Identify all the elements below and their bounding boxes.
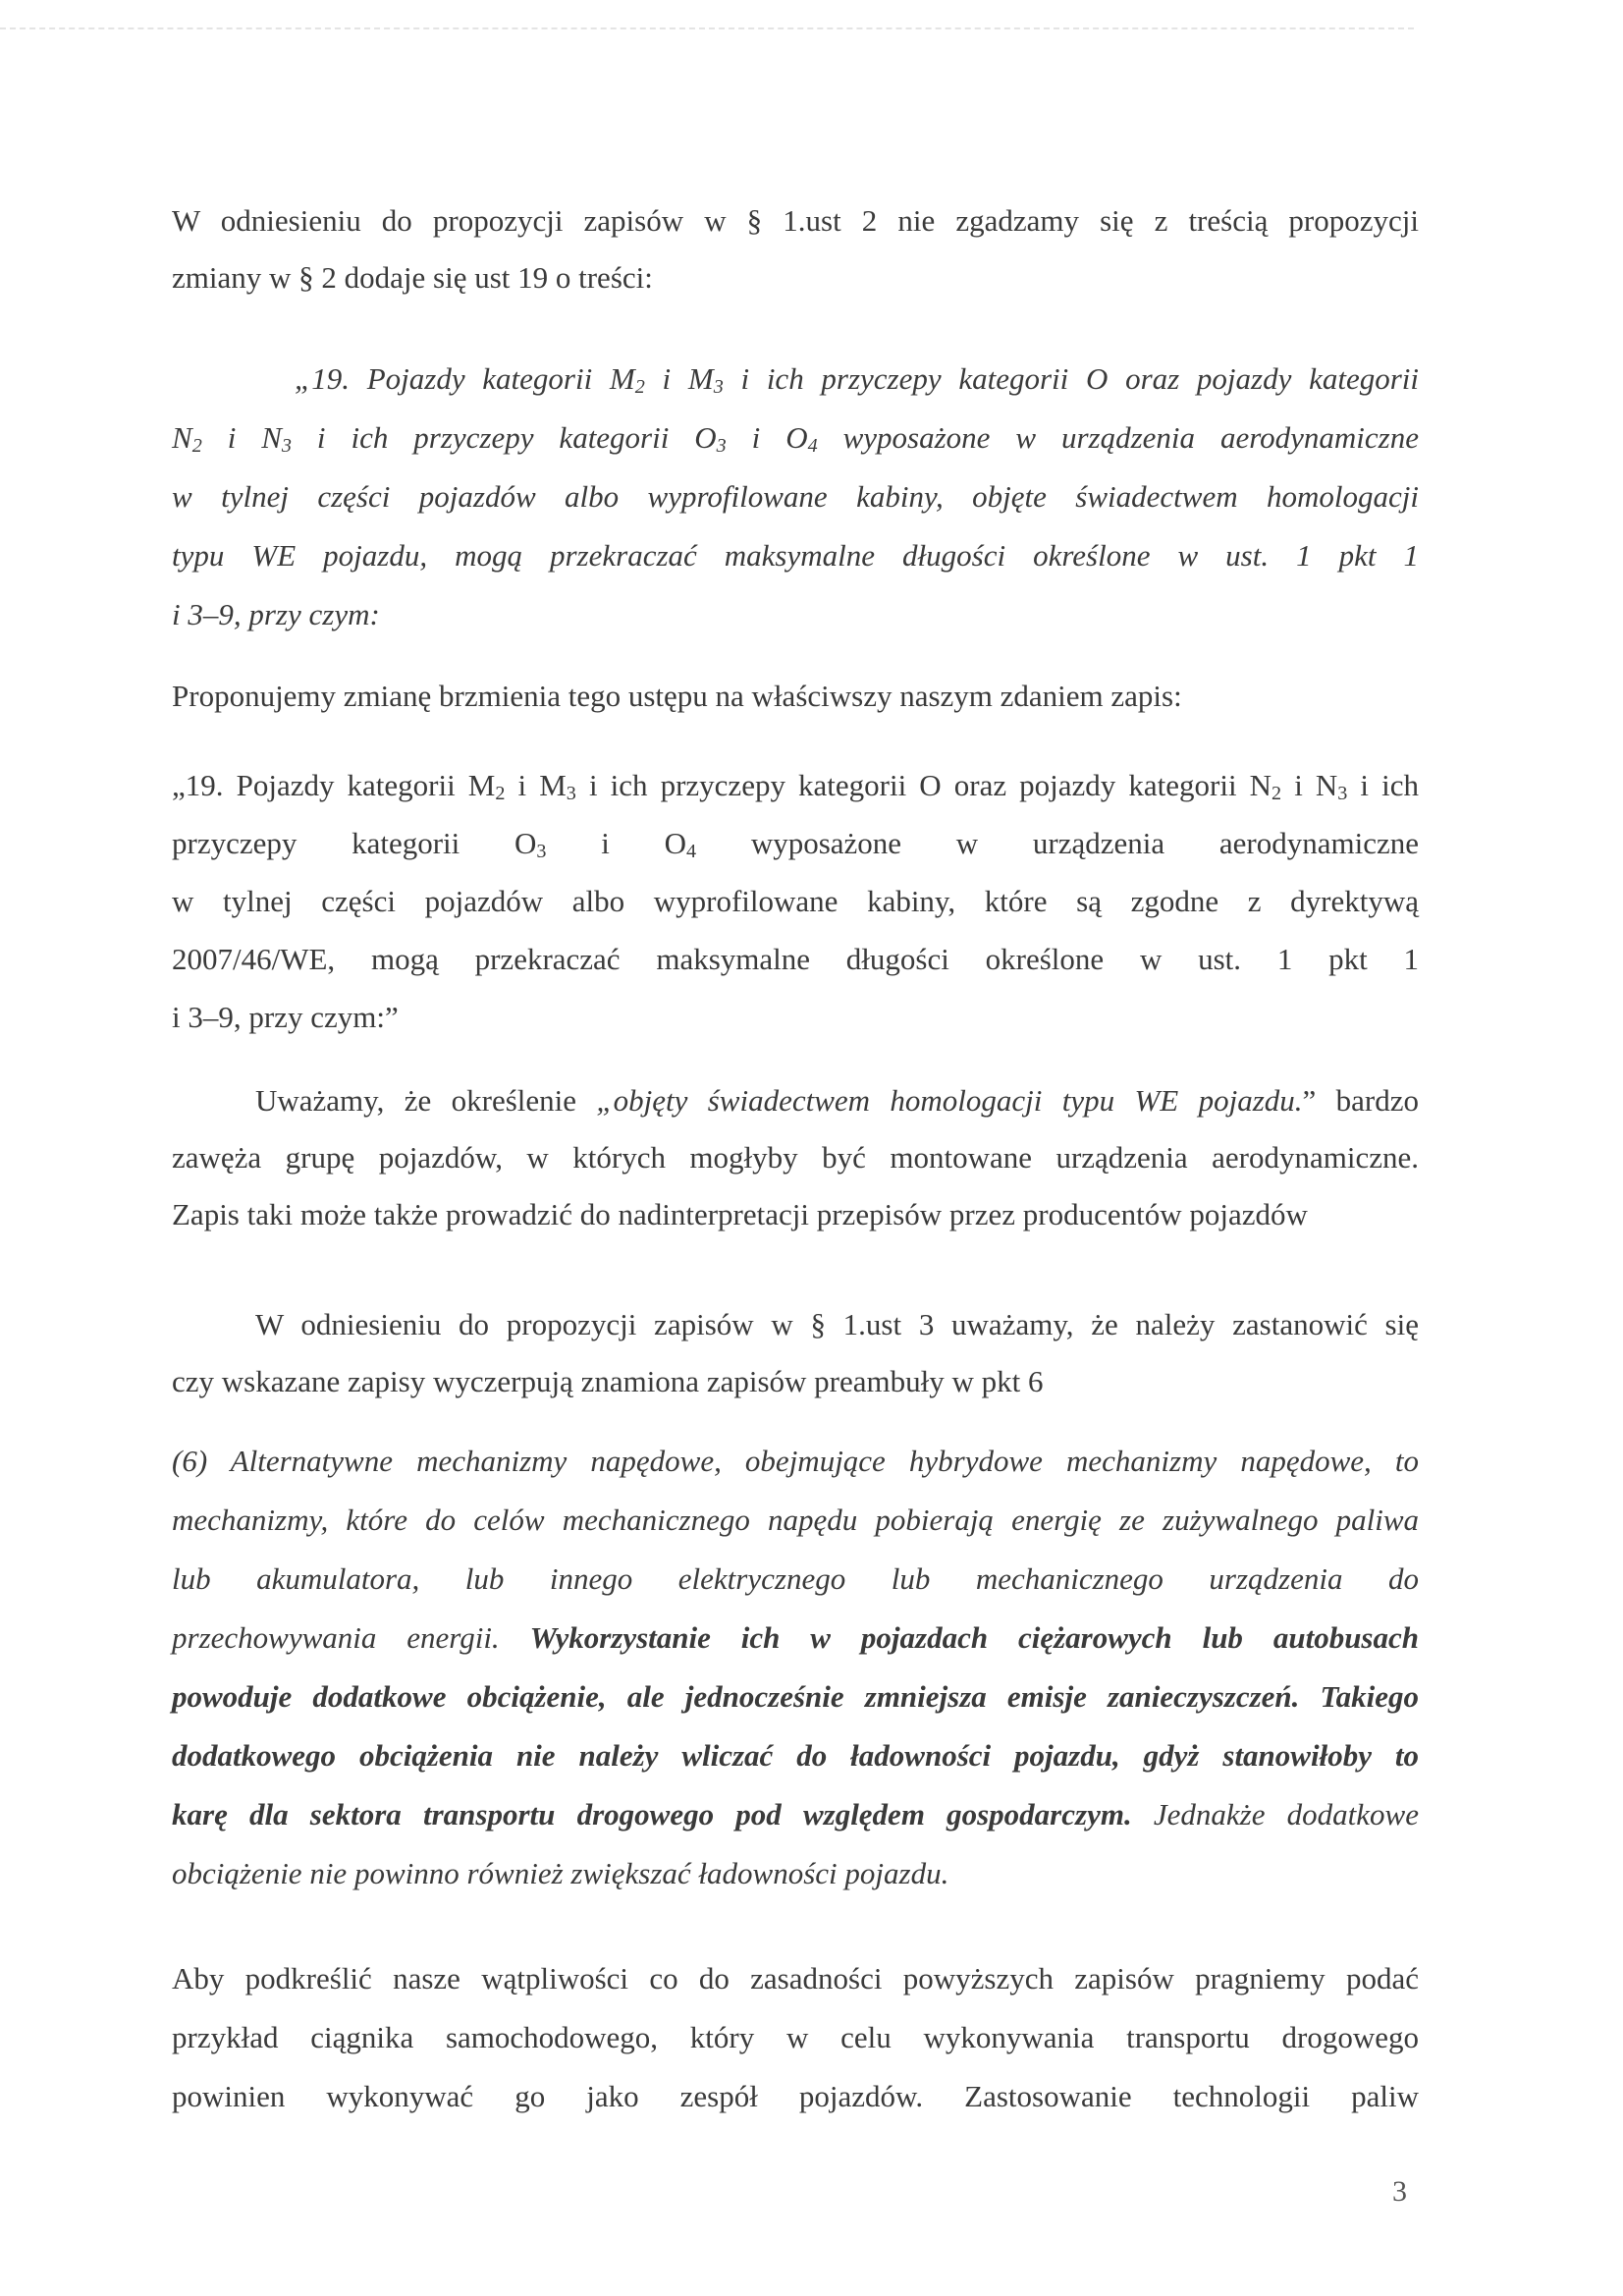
text-line: przykład ciągnika samochodowego, który w celu wykonywania transportu drogowego (172, 2020, 1419, 2054)
text-line: zawęża grupę pojazdów, w których mogłyby być montowane urządzenia aerodynamiczne. (172, 1140, 1419, 1175)
text-line: w tylnej części pojazdów albo wyprofilowane kabiny, które są zgodne z dyrektywą (172, 884, 1419, 918)
text-line: Zapis taki może także prowadzić do nadinterpretacji przepisów przez producentów pojazdów (172, 1197, 1308, 1231)
text-line: dodatkowego obciążenia nie należy wliczać do ładowności pojazdu, gdyż stanowiłoby to (172, 1738, 1419, 1773)
scan-border (0, 27, 1414, 29)
text-line: przyczepy kategorii $O_3$ i $O_4$ wyposażone w urządzenia aerodynamiczne (172, 826, 1420, 862)
text-line: $N_2$ i $N_3$ i ich przyczepy kategorii $O_3$ i $O_4$ wyposażone w urządzenia aerodynamiczne (172, 420, 1419, 457)
text-line: W odniesieniu do propozycji zapisów w § 1.ust 3 uważamy, że należy zastanowić się (255, 1307, 1419, 1341)
text-line: mechanizmy, które do celów mechanicznego napędu pobierają energię ze zużywalnego paliwa (172, 1503, 1419, 1537)
paragraph-opinion (172, 1072, 1419, 1243)
text-line: typu WE pojazdu, mogą przekraczać maksymalne długości określone w ust. 1 pkt 1 (172, 538, 1419, 573)
text-line: Uważamy, że określenie „objęty świadectwem homologacji typu WE pojazdu.” bardzo (255, 1083, 1419, 1118)
text-line: i 3–9, przy czym:” (172, 1000, 399, 1034)
paragraph-proposal (172, 668, 1419, 725)
text-line: „19. Pojazdy kategorii $M_2$ i $M_3$ i ich przyczepy kategorii O oraz pojazdy kategorii $N_2$ i $N_3$ i ich (172, 768, 1419, 804)
text-line: 2007/46/WE, mogą przekraczać maksymalne długości określone w ust. 1 pkt 1 (172, 942, 1419, 976)
text-line: czy wskazane zapisy wyczerpują znamiona zapisów preambuły w pkt 6 (172, 1364, 1044, 1398)
text-line: W odniesieniu do propozycji zapisów w § 1.ust 2 nie zgadzamy się z treścią propozycji (172, 203, 1419, 238)
quote-original (172, 350, 1419, 644)
paragraph-example (172, 1949, 1419, 2126)
quote-preamble (172, 1432, 1419, 1903)
text-line: „19. Pojazdy kategorii $M_2$ i $M_3$ i ich przyczepy kategorii O oraz pojazdy kategorii (295, 361, 1419, 398)
paragraph-section-3 (172, 1296, 1419, 1410)
paragraph-intro (172, 192, 1419, 306)
text-line: i 3–9, przy czym: (172, 597, 380, 631)
text-line: obciążenie nie powinno również zwiększać ładowności pojazdu. (172, 1856, 949, 1890)
text-line: powinien wykonywać go jako zespół pojazdów. Zastosowanie technologii paliw (172, 2079, 1419, 2113)
text-line: lub akumulatora, lub innego elektrycznego lub mechanicznego urządzenia do (172, 1561, 1419, 1596)
text-line: karę dla sektora transportu drogowego pod względem gospodarczym. Jednakże dodatkowe (172, 1797, 1419, 1831)
text-line: Proponujemy zmianę brzmienia tego ustępu na właściwszy naszym zdaniem zapis: (172, 679, 1182, 713)
quote-proposed (172, 756, 1419, 1046)
text-line: (6) Alternatywne mechanizmy napędowe, obejmujące hybrydowe mechanizmy napędowe, to (172, 1444, 1419, 1478)
text-line: powoduje dodatkowe obciążenie, ale jednocześnie zmniejsza emisje zanieczyszczeń. Takiego (172, 1679, 1419, 1714)
text-line: zmiany w § 2 dodaje się ust 19 o treści: (172, 260, 653, 295)
text-line: przechowywania energii. Wykorzystanie ich w pojazdach ciężarowych lub autobusach (172, 1620, 1419, 1655)
text-line: Aby podkreślić nasze wątpliwości co do zasadności powyższych zapisów pragniemy podać (172, 1961, 1419, 1995)
text-line: w tylnej części pojazdów albo wyprofilowane kabiny, objęte świadectwem homologacji (172, 479, 1419, 514)
page-number: 3 (1392, 2175, 1407, 2208)
